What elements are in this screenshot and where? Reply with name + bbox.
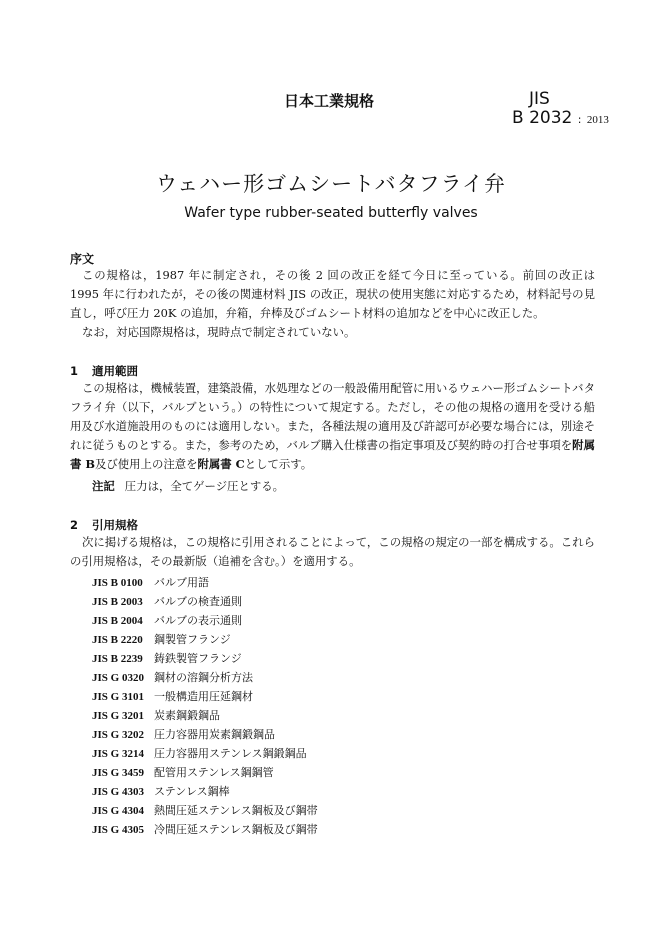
reference-item xyxy=(92,763,318,782)
annex-c-ref: 附属書 C xyxy=(197,457,245,471)
reference-code: JIS B 0100 xyxy=(92,577,143,589)
standard-category: 日本工業規格 xyxy=(284,92,375,110)
reference-title: バルブの検査通則 xyxy=(154,595,242,608)
normative-references-list xyxy=(92,573,318,839)
reference-title: 圧力容器用ステンレス鋼鍛鋼品 xyxy=(154,747,307,760)
reference-item xyxy=(92,611,318,630)
reference-item xyxy=(92,744,318,763)
reference-code: JIS G 3201 xyxy=(92,710,144,722)
reference-item xyxy=(92,573,318,592)
reference-title: 鋳鉄製管フランジ xyxy=(154,652,242,665)
reference-code: JIS B 2003 xyxy=(92,596,143,608)
document-title: ウェハー形ゴムシートバタフライ弁 xyxy=(155,172,507,196)
reference-title: 熱間圧延ステンレス鋼板及び鋼帯 xyxy=(154,804,318,817)
reference-title: 鋼材の溶鋼分析方法 xyxy=(154,671,253,684)
reference-title: 圧力容器用炭素鋼鍛鋼品 xyxy=(154,728,275,741)
section-1-title: 適用範囲 xyxy=(92,364,138,378)
note-label: 注記 xyxy=(92,479,115,493)
reference-code: JIS B 2239 xyxy=(92,653,143,665)
section-2-paragraph: 次に掲げる規格は，この規格に引用されることによって，この規格の規定の一部を構成する。これらの引用規格は，その最新版（追補を含む。）を適用する。 xyxy=(70,535,595,568)
preface-heading: 序文 xyxy=(70,252,95,266)
reference-item xyxy=(92,801,318,820)
section-1-note xyxy=(92,478,284,494)
section-2-heading xyxy=(70,517,138,533)
reference-code: JIS G 0320 xyxy=(92,672,144,684)
section-1-heading xyxy=(70,363,138,379)
reference-title: 鋼製管フランジ xyxy=(154,633,231,646)
reference-item xyxy=(92,820,318,839)
reference-title: 配管用ステンレス鋼鋼管 xyxy=(154,766,274,779)
reference-code: JIS G 3459 xyxy=(92,767,144,779)
reference-item xyxy=(92,782,318,801)
reference-item xyxy=(92,592,318,611)
document-subtitle: Wafer type rubber-seated butterfly valves xyxy=(184,205,478,221)
reference-code: JIS G 4303 xyxy=(92,786,144,798)
section-2-body xyxy=(70,533,595,571)
reference-title: バルブ用語 xyxy=(154,576,209,589)
reference-code: JIS G 4305 xyxy=(92,824,144,836)
reference-item xyxy=(92,687,318,706)
annex-b-ref: 附属書 B xyxy=(70,438,595,471)
reference-code: JIS G 3202 xyxy=(92,729,144,741)
section-1-paragraph: この規格は，機械装置，建築設備，水処理などの一般設備用配管に用いるウェハー形ゴムシートバタフライ弁（以下，バルブという。）の特性について規定する。ただし，その他の規格の適用を受ける船用及び水道施設用のものには適用しない。また，各種法規の適用及び許認可が必要な場合には，別途それに従うものとする。また，参考のため，バルブ購入仕様書の指定事項及び契約時の打合せ事項を附属書 B及び使用上の注意を附属書 Cとして示す。 xyxy=(70,381,595,471)
reference-title: 一般構造用圧延鋼材 xyxy=(154,690,253,703)
reference-item xyxy=(92,668,318,687)
reference-code: JIS G 3101 xyxy=(92,691,144,703)
reference-code: JIS G 3214 xyxy=(92,748,144,760)
section-1-number: 1 xyxy=(70,364,79,378)
section-2-number: 2 xyxy=(70,518,79,532)
reference-code: JIS G 4304 xyxy=(92,805,144,817)
reference-item xyxy=(92,630,318,649)
reference-title: バルブの表示通則 xyxy=(154,614,242,627)
standard-code xyxy=(512,108,609,128)
section-1-body xyxy=(70,379,595,474)
reference-item xyxy=(92,725,318,744)
jis-label: JIS xyxy=(529,89,550,109)
note-text: 圧力は，全てゲージ圧とする。 xyxy=(124,479,285,493)
reference-title: 炭素鋼鍛鋼品 xyxy=(154,709,220,722)
preface-paragraph-2: なお，対応国際規格は，現時点で制定されていない。 xyxy=(82,325,356,339)
reference-item xyxy=(92,706,318,725)
preface-body xyxy=(70,266,595,342)
standard-year: 2013 xyxy=(586,114,609,126)
reference-title: ステンレス鋼棒 xyxy=(154,785,230,798)
reference-item xyxy=(92,649,318,668)
section-2-title: 引用規格 xyxy=(92,518,138,532)
standard-number: B 2032 xyxy=(512,108,573,128)
reference-code: JIS B 2220 xyxy=(92,634,143,646)
reference-code: JIS B 2004 xyxy=(92,615,143,627)
code-separator: : xyxy=(577,113,582,126)
preface-paragraph-1: この規格は，1987 年に制定され，その後 2 回の改正を経て今日に至っている。前回の改正は 1995 年に行われたが，その後の関連材料 JIS の改正，現状の使用実態に対応するため，材料記号の見直し，呼び圧力 20K の追加，弁箱，弁棒及びゴムシート材料の追加などを中心に改正した。 xyxy=(70,268,595,320)
reference-title: 冷間圧延ステンレス鋼板及び鋼帯 xyxy=(154,823,318,836)
